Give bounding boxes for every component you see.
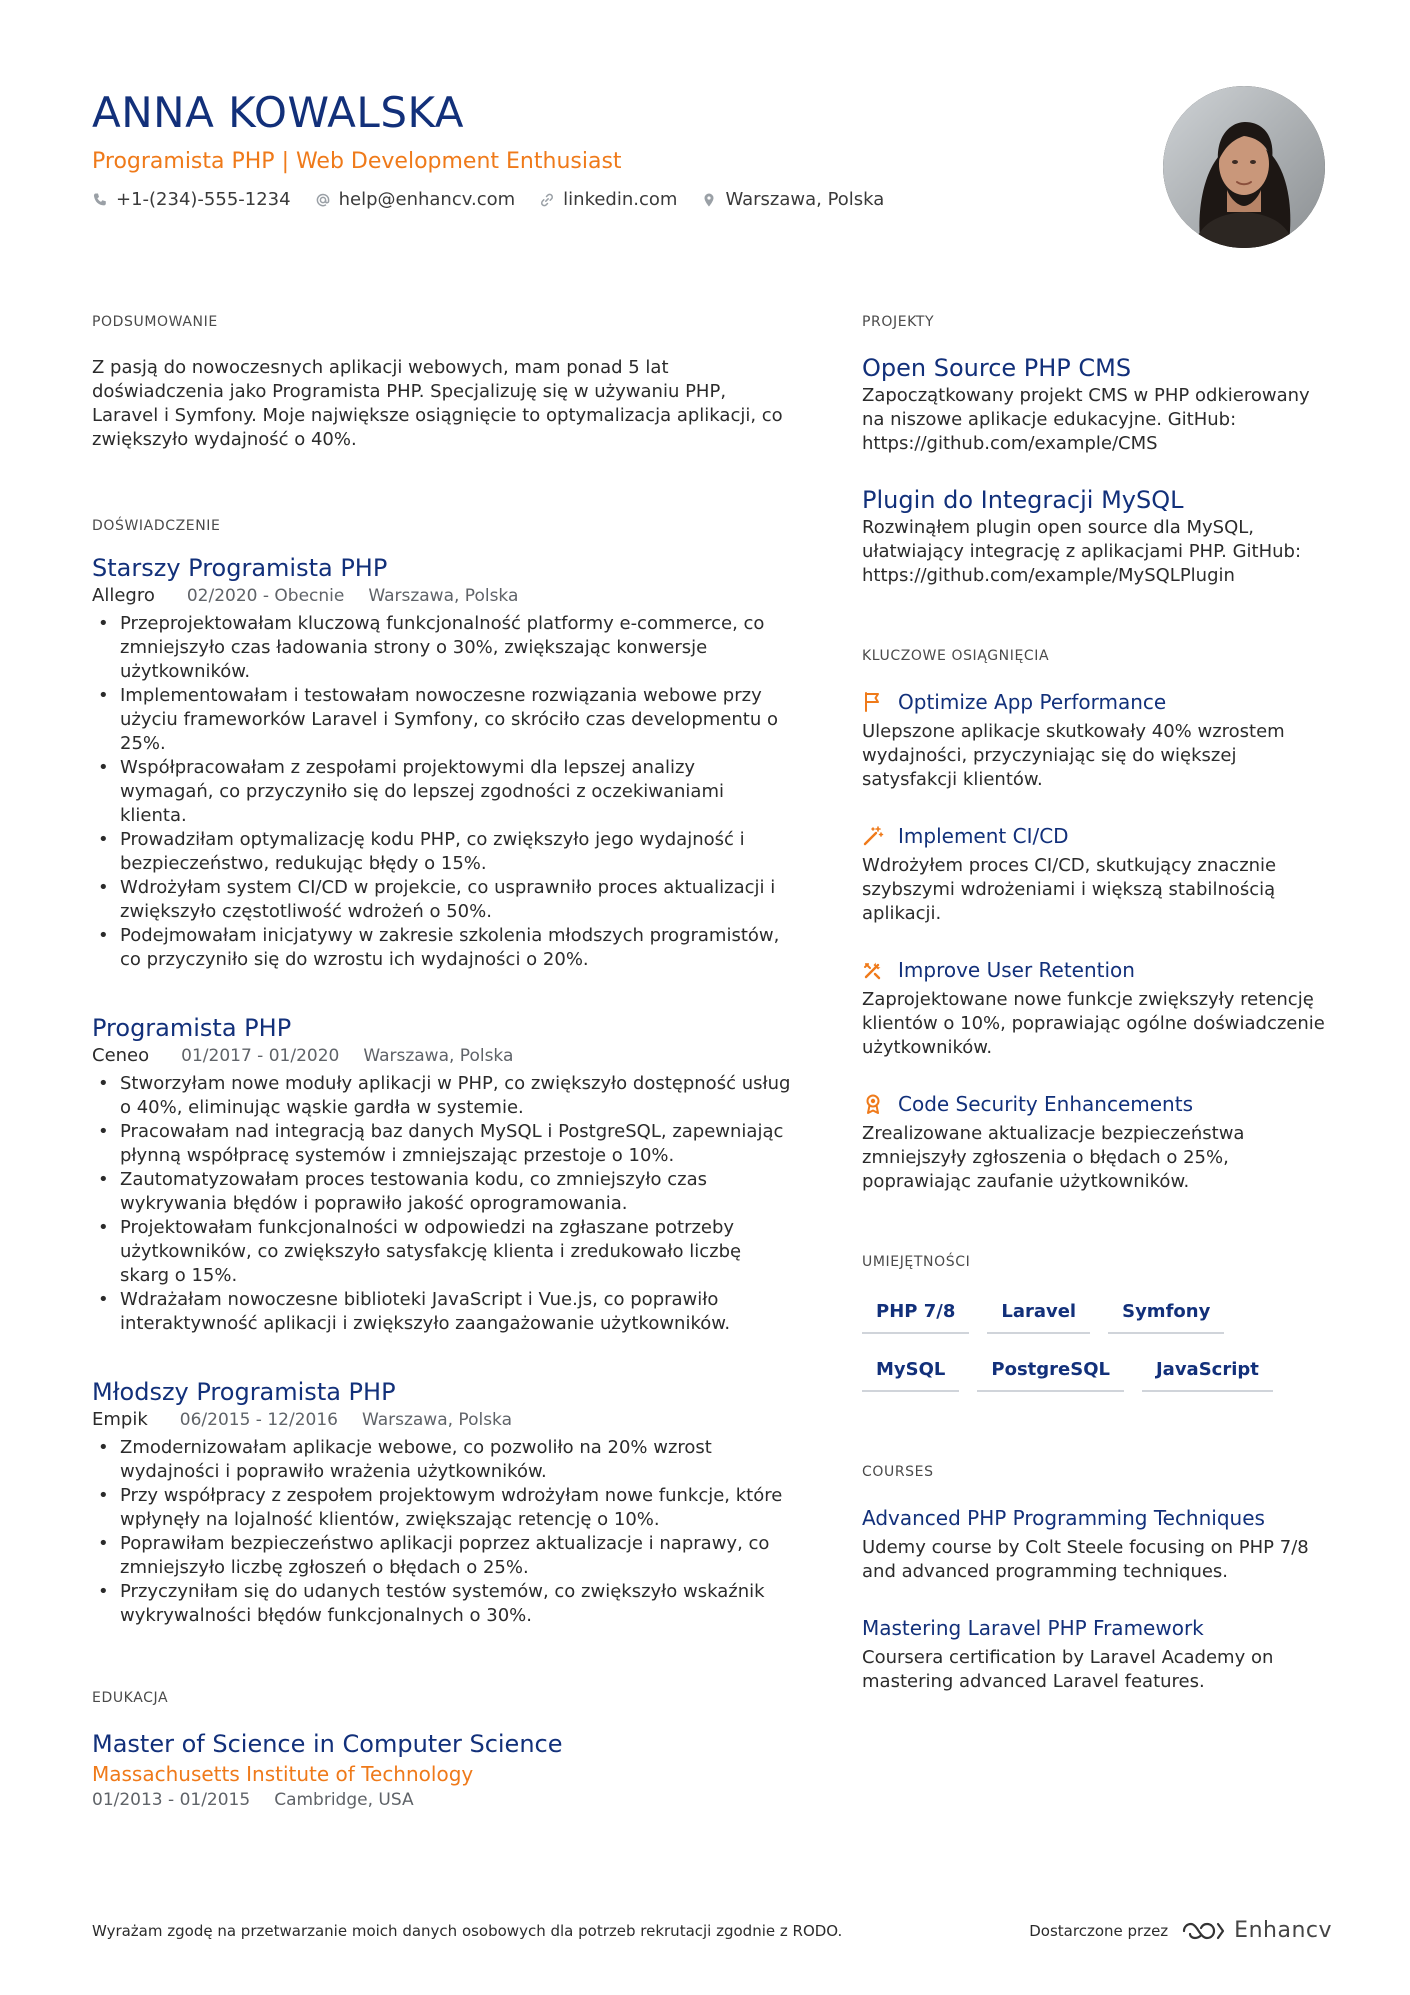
education-date: 01/2013 - 01/2015 [92,1790,251,1810]
job-meta [92,1044,792,1068]
achievements-section-title: KLUCZOWE OSIĄGNIĘCIA [862,648,1050,664]
skill-tag: PostgreSQL [977,1352,1124,1392]
magic-wand-icon [862,825,884,847]
achievement-title: Optimize App Performance [898,690,1167,714]
achievement-desc: Zrealizowane aktualizacje bezpieczeństwa zmniejszyły zgłoszenia o błędach o 25%, poprawiając zaufanie użytkowników. [862,1123,1245,1192]
course-item [862,1614,1332,1694]
education-item [92,1728,792,1812]
skills-section-title: UMIEJĘTNOŚCI [862,1254,971,1270]
contact-email[interactable] [315,188,516,212]
achievement-title: Code Security Enhancements [898,1092,1193,1116]
job-company: Empik [92,1409,148,1430]
job-bullet: • Wdrażałam nowoczesne biblioteki JavaScript i Vue.js, co poprawiło interaktywność aplikacji i zwiększyło zaangażowanie użytkowników. [92,1288,792,1336]
job-bullets [92,612,792,972]
job-date: 01/2017 - 01/2020 [181,1046,340,1066]
job-bullet: • Projektowałam funkcjonalności w odpowiedzi na zgłaszane potrzeby użytkowników, co zwiększyło satysfakcję klienta i zredukowało liczbę skarg o 15%. [92,1216,792,1288]
education-section-title: EDUKACJA [92,1690,169,1706]
skill-tag: PHP 7/8 [862,1294,969,1334]
job-meta [92,1408,792,1432]
job-date: 02/2020 - Obecnie [186,586,345,606]
phone-text: +1-(234)-555-1234 [116,189,291,210]
provider-credit [1029,1918,1332,1943]
location-text: Warszawa, Polska [725,189,885,210]
profile-photo [1163,86,1325,248]
award-icon [862,1093,884,1115]
project-item [862,352,1332,456]
achievement-item [862,822,1332,926]
education-meta [92,1788,792,1812]
contact-bar [92,188,1092,212]
job-bullet: • Pracowałam nad integracją baz danych MySQL i PostgreSQL, zapewniając płynną współpracę systemów i zmniejszając przestoje o 10%. [92,1120,792,1168]
project-desc: Zapoczątkowany projekt CMS w PHP odkierowany na niszowe aplikacje edukacyjne. GitHub: https://github.com/example/CMS [862,385,1310,454]
job-title: Młodszy Programista PHP [92,1378,396,1406]
job-bullet: • Implementowałam i testowałam nowoczesne rozwiązania webowe przy użyciu frameworków Laravel i Symfony, co skróciło czas developmentu o 25%. [92,684,792,756]
job-location: Warszawa, Polska [368,586,519,606]
phone-icon [92,192,108,208]
education-degree: Master of Science in Computer Science [92,1730,563,1758]
enhancv-logo-icon [1180,1920,1226,1942]
achievement-desc: Ulepszone aplikacje skutkowały 40% wzrostem wydajności, przyczyniając się do większej satysfakcji klientów. [862,721,1285,790]
achievement-item [862,1090,1332,1194]
job-date: 06/2015 - 12/2016 [179,1410,338,1430]
project-item [862,484,1332,588]
gdpr-consent: Wyrażam zgodę na przetwarzanie moich danych osobowych dla potrzeb rekrutacji zgodnie z RODO. [92,1921,843,1940]
experience-item [92,552,792,972]
achievement-head [862,688,1332,716]
job-bullets [92,1072,792,1336]
job-bullet: • Prowadziłam optymalizację kodu PHP, co zwiększyło jego wydajność i bezpieczeństwo, redukując błędy o 15%. [92,828,792,876]
achievement-item [862,956,1332,1060]
skill-tag: MySQL [862,1352,959,1392]
contact-phone [92,188,291,212]
project-title: Open Source PHP CMS [862,354,1132,382]
job-bullet: • Stworzyłam nowe moduły aplikacji w PHP, co zwiększyło dostępność usług o 40%, eliminując wąskie gardła w systemie. [92,1072,792,1120]
tools-icon [862,959,884,981]
achievement-desc: Zaprojektowane nowe funkcje zwiększyły retencję klientów o 10%, poprawiając ogólne doświadczenie użytkowników. [862,989,1325,1058]
job-bullet: • Przeprojektowałam kluczową funkcjonalność platformy e-commerce, co zmniejszyło czas ładowania strony o 30%, zwiększając konwersje użytkowników. [92,612,792,684]
course-desc: Coursera certification by Laravel Academy on mastering advanced Laravel features. [862,1647,1274,1692]
resume-header [92,88,1092,212]
job-bullet: • Podejmowałam inicjatywy w zakresie szkolenia młodszych programistów, co przyczyniło się do wzrostu ich wydajności o 20%. [92,924,792,972]
job-bullet: • Zautomatyzowałam proces testowania kodu, co zmniejszyło czas wykrywania błędów i poprawiło jakość oprogramowania. [92,1168,792,1216]
job-bullet: • Wdrożyłam system CI/CD w projekcie, co usprawniło proces aktualizacji i zwiększyło częstotliwość wdrożeń o 50%. [92,876,792,924]
skill-tag: Symfony [1108,1294,1224,1334]
at-icon [315,192,331,208]
job-title: Starszy Programista PHP [92,554,388,582]
course-desc: Udemy course by Colt Steele focusing on PHP 7/8 and advanced programming techniques. [862,1537,1309,1582]
contact-location [701,188,884,212]
education-location: Cambridge, USA [274,1790,414,1810]
projects-section-title: PROJEKTY [862,314,935,330]
contact-linkedin[interactable] [539,188,677,212]
job-bullets [92,1436,792,1628]
job-location: Warszawa, Polska [363,1046,514,1066]
job-company: Allegro [92,585,155,606]
experience-item [92,1376,792,1628]
course-item [862,1504,1332,1584]
achievement-item [862,688,1332,792]
achievement-title: Improve User Retention [898,958,1135,982]
resume-footer [92,1918,1332,1943]
courses-section-title: COURSES [862,1464,934,1480]
skill-tag: Laravel [987,1294,1090,1334]
course-title: Advanced PHP Programming Techniques [862,1506,1265,1530]
job-title: Programista PHP [92,1014,292,1042]
candidate-name: ANNA KOWALSKA [92,88,465,137]
left-column [92,312,792,1812]
education-school: Massachusetts Institute of Technology [92,1762,474,1786]
achievement-desc: Wdrożyłem proces CI/CD, skutkujący znacznie szybszymi wdrożeniami i większą stabilnością aplikacji. [862,855,1277,924]
summary-text: Z pasją do nowoczesnych aplikacji webowych, mam ponad 5 lat doświadczenia jako Programista PHP. Specjalizuję się w używaniu PHP, Laravel i Symfony. Moje największe osiągnięcie to optymalizacja aplikacji, co zwiększyło wydajność o 40%. [92,357,783,450]
job-bullet: • Przyczyniłam się do udanych testów systemów, co zwiększyło wskaźnik wykrywalności błędów funkcjonalnych o 30%. [92,1580,792,1628]
job-bullet: • Przy współpracy z zespołem projektowym wdrożyłam nowe funkcje, które wpłynęły na lojalność klientów, zwiększając retencję o 10%. [92,1484,792,1532]
job-company: Ceneo [92,1045,150,1066]
experience-item [92,1012,792,1336]
right-column [862,312,1332,1694]
project-desc: Rozwinąłem plugin open source dla MySQL, ułatwiający integrację z aplikacjami PHP. GitHub: https://github.com/example/MySQLPlugin [862,517,1302,586]
job-meta [92,584,792,608]
flag-icon [862,691,884,713]
job-bullet: • Współpracowałam z zespołami projektowymi dla lepszej analizy wymagań, co przyczyniło się do lepszej zgodności z oczekiwaniami klienta. [92,756,792,828]
job-location: Warszawa, Polska [361,1410,513,1430]
job-bullet: • Poprawiłam bezpieczeństwo aplikacji poprzez aktualizacje i naprawy, co zmniejszyło liczbę zgłoszeń o błędach o 25%. [92,1532,792,1580]
email-text[interactable]: help@enhancv.com [338,189,516,210]
link-icon [539,192,555,208]
skills-list [862,1294,1332,1410]
provided-by-label: Dostarczone przez [1029,1921,1169,1940]
achievement-title: Implement CI/CD [898,824,1069,848]
course-title: Mastering Laravel PHP Framework [862,1616,1204,1640]
linkedin-text[interactable]: linkedin.com [563,189,678,210]
brand-name[interactable]: Enhancv [1234,1918,1332,1943]
skill-tag: JavaScript [1142,1352,1273,1392]
experience-section-title: DOŚWIADCZENIE [92,518,221,534]
achievement-head [862,1090,1332,1118]
project-title: Plugin do Integracji MySQL [862,486,1184,514]
job-bullet: • Zmodernizowałam aplikacje webowe, co pozwoliło na 20% wzrost wydajności i poprawiło wrażenia użytkowników. [92,1436,792,1484]
candidate-headline: Programista PHP | Web Development Enthusiast [92,149,622,174]
summary-section-title: PODSUMOWANIE [92,314,218,330]
achievement-head [862,822,1332,850]
achievement-head [862,956,1332,984]
location-pin-icon [701,192,717,208]
